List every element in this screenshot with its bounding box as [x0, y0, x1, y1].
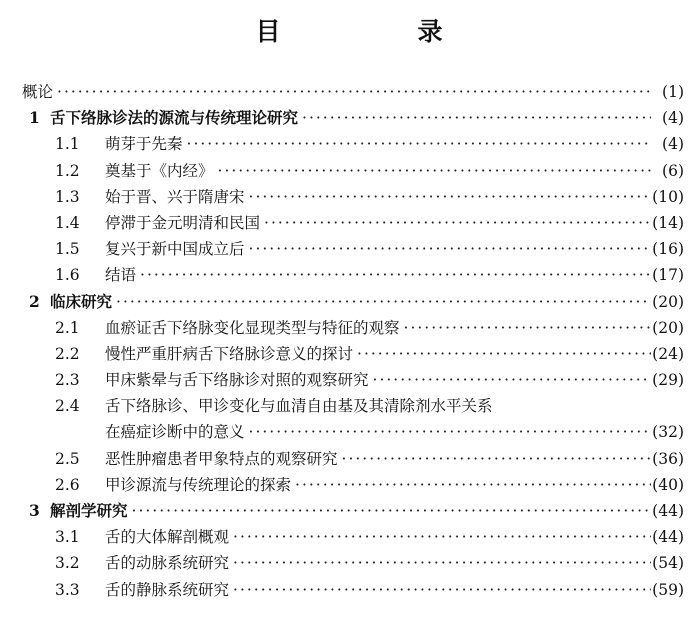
dot-leader	[249, 419, 651, 445]
toc-entry-title: 复兴于新中国成立后	[105, 240, 245, 259]
dot-leader	[233, 577, 651, 603]
toc-entry-text	[105, 315, 655, 341]
toc-entry-page-number: (1)	[662, 83, 684, 101]
toc-entry-text	[105, 577, 655, 603]
toc-entry-number: 2.3	[55, 371, 80, 390]
toc-entry-title: 停滞于金元明清和民国	[105, 213, 261, 232]
dot-leader	[57, 79, 651, 105]
toc-entry-number: 3.1	[55, 528, 80, 547]
dot-leader	[264, 210, 651, 236]
toc-entry[interactable]	[0, 184, 698, 210]
toc-entry-number: 1.4	[55, 213, 80, 232]
toc-entry-title: 舌下络脉诊、甲诊变化与血清自由基及其清除剂水平关系	[105, 397, 493, 416]
toc-entry-page-number: (29)	[652, 371, 684, 390]
toc-entry-number: 1.5	[55, 240, 80, 259]
toc-entry-text	[50, 289, 655, 315]
toc-entry-number: 3.2	[55, 554, 80, 573]
toc-entry-page-number: (20)	[652, 318, 684, 337]
toc-entry-text	[50, 105, 655, 131]
toc-entry-number: 2.1	[55, 318, 80, 337]
toc-entry-text	[50, 498, 655, 524]
toc-entry-page-number: (54)	[652, 554, 684, 573]
toc-entry-text	[105, 262, 655, 288]
toc-entry-title: 始于晋、兴于隋唐宋	[105, 187, 245, 206]
toc-entry-title: 临床研究	[50, 291, 113, 311]
toc-entry-page-number: (40)	[652, 475, 684, 494]
toc-entry-title: 结语	[105, 266, 137, 285]
toc-entry[interactable]	[0, 289, 698, 315]
dot-leader	[295, 472, 651, 498]
toc-entry-title: 慢性严重肝病舌下络脉诊意义的探讨	[105, 344, 354, 363]
toc-entry-number: 1.1	[55, 135, 80, 154]
toc-entry[interactable]	[0, 131, 698, 157]
toc-entry-page-number: (44)	[652, 502, 684, 520]
toc-entry-title: 舌的动脉系统研究	[105, 554, 230, 573]
toc-entry-page-number: (4)	[662, 135, 684, 154]
dot-leader	[140, 262, 651, 288]
toc-entry[interactable]	[0, 236, 698, 262]
toc-entry[interactable]	[0, 419, 698, 445]
toc-entry-title: 舌的大体解剖概观	[105, 528, 230, 547]
toc-entry-text	[105, 367, 655, 393]
toc-entry-page-number: (4)	[662, 109, 684, 128]
toc-entry-title: 解剖学研究	[50, 501, 128, 520]
toc-entry-title: 舌的静脉系统研究	[105, 580, 230, 599]
toc-entry[interactable]	[0, 367, 698, 393]
toc-entry-text	[105, 393, 655, 419]
toc-entry-title: 概论	[22, 83, 54, 101]
toc-entry-text	[105, 419, 655, 445]
toc-entry[interactable]	[0, 341, 698, 367]
toc-entry-page-number: (10)	[652, 187, 684, 206]
dot-leader	[357, 341, 651, 367]
dot-leader	[132, 498, 651, 524]
toc-entry[interactable]	[0, 446, 698, 472]
toc-entry-page-number: (17)	[652, 266, 684, 285]
dot-leader	[187, 131, 651, 157]
toc-entry[interactable]	[0, 472, 698, 498]
toc-entry-number: 1.2	[55, 161, 80, 180]
toc-entry-title: 在癌症诊断中的意义	[105, 423, 245, 442]
dot-leader	[116, 289, 651, 315]
toc-entry-page-number: (6)	[662, 161, 684, 180]
toc-entry-text	[105, 472, 655, 498]
toc-entry-text	[105, 131, 655, 157]
toc-entry[interactable]	[0, 105, 698, 131]
toc-entry-page-number: (36)	[652, 449, 684, 468]
toc-entry-page-number: (44)	[652, 528, 684, 547]
toc-entry[interactable]	[0, 498, 698, 524]
toc-entry-number: 2.2	[55, 344, 80, 363]
toc-entry-page-number: (14)	[652, 213, 684, 232]
toc-entry[interactable]	[0, 79, 698, 105]
toc-entry-page-number: (16)	[652, 240, 684, 259]
toc-entry-text	[105, 210, 655, 236]
toc-entry[interactable]	[0, 315, 698, 341]
toc-entry-number: 2.4	[55, 397, 80, 416]
dot-leader	[233, 524, 651, 550]
dot-leader	[373, 367, 651, 393]
dot-leader	[249, 184, 651, 210]
toc-entry[interactable]	[0, 393, 698, 419]
toc-entry-text	[105, 158, 655, 184]
dot-leader	[218, 158, 651, 184]
toc-entry-number: 1	[29, 108, 40, 128]
toc-entry[interactable]	[0, 158, 698, 184]
toc-entry-title: 甲诊源流与传统理论的探索	[105, 475, 292, 494]
dot-leader	[302, 105, 651, 131]
dot-leader	[249, 236, 651, 262]
toc-entry-text	[22, 79, 655, 105]
page-title: 目 录	[255, 17, 499, 46]
toc-entry-title: 甲床紫晕与舌下络脉诊对照的观察研究	[105, 371, 369, 390]
toc-entry-page-number: (59)	[652, 580, 684, 599]
toc-entry[interactable]	[0, 210, 698, 236]
toc-entry-text	[105, 236, 655, 262]
toc-entry-number: 2	[29, 291, 40, 311]
toc-entry-number: 1.3	[55, 187, 80, 206]
toc-entry-number: 2.6	[55, 475, 80, 494]
toc-entry[interactable]	[0, 262, 698, 288]
toc-entry-title: 恶性肿瘤患者甲象特点的观察研究	[105, 449, 338, 468]
table-of-contents	[0, 79, 698, 603]
toc-entry-title: 血瘀证舌下络脉变化显现类型与特征的观察	[105, 318, 400, 337]
toc-entry-text	[105, 341, 655, 367]
toc-entry-text	[105, 524, 655, 550]
toc-entry[interactable]	[0, 577, 698, 603]
toc-entry[interactable]	[0, 550, 698, 576]
toc-entry[interactable]	[0, 524, 698, 550]
dot-leader	[233, 550, 651, 576]
toc-entry-number: 3	[29, 501, 40, 520]
toc-entry-number: 2.5	[55, 449, 80, 468]
toc-entry-text	[105, 184, 655, 210]
toc-entry-text	[105, 446, 655, 472]
toc-entry-number: 3.3	[55, 580, 80, 599]
toc-entry-page-number: (20)	[652, 292, 684, 311]
toc-entry-title: 舌下络脉诊法的源流与传统理论研究	[50, 108, 299, 128]
toc-entry-title: 萌芽于先秦	[105, 135, 183, 154]
dot-leader	[342, 446, 651, 472]
toc-entry-page-number: (24)	[652, 344, 684, 363]
toc-entry-page-number: (32)	[652, 423, 684, 442]
toc-entry-title: 奠基于《内经》	[105, 161, 214, 180]
dot-leader	[404, 315, 651, 341]
toc-entry-text	[105, 550, 655, 576]
toc-entry-number: 1.6	[55, 266, 80, 285]
